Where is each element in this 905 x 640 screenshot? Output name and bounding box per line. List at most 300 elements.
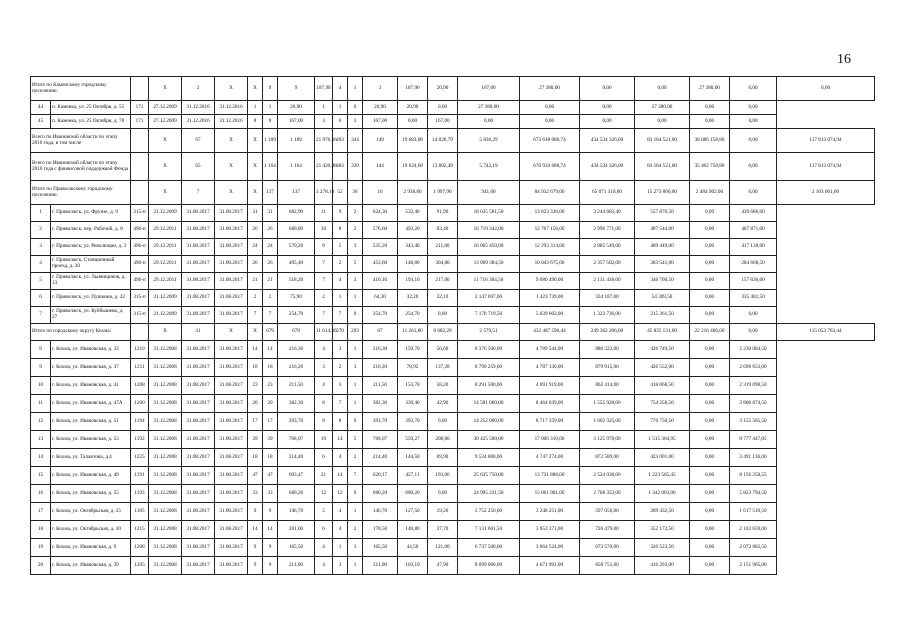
table-cell: 58,20 [428, 377, 458, 395]
table-cell: 3 125 978,00 [580, 431, 635, 449]
table-cell: 54 369,50 [635, 290, 690, 307]
table-cell: 146,70 [278, 503, 315, 521]
table-cell: 33 [263, 485, 278, 503]
table-cell: 31.12.2008 [149, 395, 182, 413]
table-cell: 31.08.2017 [182, 377, 215, 395]
table-cell: 187,90 [398, 77, 428, 101]
table-cell: 31.12.2008 [149, 413, 182, 431]
table-cell: 16 [31, 485, 51, 503]
table-cell: 315-п [131, 307, 149, 324]
table-cell: 7 [348, 467, 363, 485]
table-cell: 1 223 565,45 [635, 467, 690, 485]
table-cell: 17 [248, 413, 263, 431]
table-cell: 5 [348, 256, 363, 273]
table-cell: 8 [333, 413, 348, 431]
table-cell: 8 717 359,00 [520, 413, 580, 431]
table-cell: 858 751,00 [580, 557, 635, 575]
table-cell: 13 [31, 431, 51, 449]
table-cell: 383 541,00 [635, 256, 690, 273]
table-cell: 31.12.2008 [149, 431, 182, 449]
table-cell: 10 043 675,00 [520, 256, 580, 273]
table-cell: 26 [263, 256, 278, 273]
table-cell: 9 [278, 77, 315, 101]
table-cell: г. Кохма, ул. Октябрьская, д. 25 [51, 503, 131, 521]
table-cell: 2 [333, 359, 348, 377]
table-cell: 67 [182, 129, 215, 153]
table-cell: г. Приволжск, Станционный проезд, д. 20 [51, 256, 131, 273]
table-cell: 187,90 [315, 77, 333, 101]
table-cell: г. Кохма, ул. Ивановская, д. 9 [51, 539, 131, 557]
table-cell: 10 [31, 377, 51, 395]
table-cell: 0,00 [730, 324, 777, 341]
table-cell: 6 737 500,00 [458, 539, 520, 557]
table-cell: 16 719 342,00 [458, 222, 520, 239]
table-cell: 1 423 739,00 [520, 290, 580, 307]
table-cell: 576,60 [363, 222, 398, 239]
table-cell: X [215, 153, 248, 181]
table-cell: г. Кохма, ул. Ивановская, д. 53 [51, 431, 131, 449]
table-cell: 18 [248, 449, 263, 467]
table-cell: 148,80 [398, 256, 428, 273]
table-cell: 117 813 074,94 [777, 129, 875, 153]
table-cell: 75,90 [278, 290, 315, 307]
table-cell: 1208 [131, 377, 149, 395]
table-cell: 423 001,00 [635, 449, 690, 467]
table-cell: 22 216 406,00 [690, 324, 730, 341]
table-cell: 0,00 [428, 485, 458, 503]
table-cell: 0,00 [690, 239, 730, 256]
table-cell: 9 080 490,00 [520, 273, 580, 290]
table-cell [131, 181, 149, 205]
table-cell: 13 069 384,50 [458, 256, 520, 273]
table-cell: 1225 [131, 449, 149, 467]
table-cell: 8 [263, 115, 278, 129]
table-cell: 11 614,30 [315, 324, 333, 341]
total-row [31, 324, 875, 341]
table-cell: 13 882,49 [428, 153, 458, 181]
table-cell: 0,00 [690, 413, 730, 431]
table-cell: 416 293,00 [635, 557, 690, 575]
table-row [31, 101, 875, 115]
table-cell: 33 [248, 485, 263, 503]
table-cell: 2 [263, 290, 278, 307]
table-cell: 3 155 565,50 [730, 413, 777, 431]
table-cell: 0,00 [690, 485, 730, 503]
table-cell: 167,00 [458, 77, 520, 101]
table-cell: 3 244 683,40 [580, 205, 635, 222]
table-cell: 12 [333, 485, 348, 503]
table-cell: 31.08.2017 [182, 521, 215, 539]
table-cell: 193,06 [428, 467, 458, 485]
table-cell: 18 [31, 521, 51, 539]
table-cell: 1 [333, 290, 348, 307]
table-cell: 24 [248, 239, 263, 256]
table-cell: 0,00 [730, 115, 777, 129]
table-cell: 315-п [131, 290, 149, 307]
table-cell: 27.12.2009 [149, 101, 182, 115]
table-cell: 216,30 [363, 341, 398, 359]
table-cell: 0,00 [428, 413, 458, 431]
table-cell: 417 138,00 [730, 239, 777, 256]
table-cell: 4 [333, 449, 348, 467]
table-cell: 1 [348, 395, 363, 413]
table-cell: 19,20 [428, 503, 458, 521]
table-cell: 201,00 [278, 521, 315, 539]
table-cell: 3 [333, 341, 348, 359]
table-cell: 249 362 206,00 [580, 324, 635, 341]
table-cell: 8 682,29 [428, 324, 458, 341]
table-cell: 879 915,00 [580, 359, 635, 377]
total-title-cell: Всего по Ивановской области по этапу 2016 года, в том числе [31, 129, 131, 153]
table-cell: 1 189 [263, 129, 278, 153]
table-cell: 880 322,00 [580, 341, 635, 359]
table-cell: 31.08.2017 [215, 467, 248, 485]
table-cell: X [215, 77, 248, 101]
table-cell: 27.12.2009 [149, 115, 182, 129]
table-cell: 31.12.2008 [149, 521, 182, 539]
table-cell: 426 749,50 [635, 341, 690, 359]
table-cell: 7 178 719,50 [458, 307, 520, 324]
table-cell: 31.08.2017 [182, 431, 215, 449]
table-cell: 45 835 131,00 [635, 324, 690, 341]
table-cell: X [248, 324, 263, 341]
table-cell: X [248, 181, 263, 205]
table-cell: 0,00 [635, 115, 690, 129]
table-cell: 315-п [131, 205, 149, 222]
table-cell: 47 [263, 467, 278, 485]
table-cell: г. Кохма, ул. Октябрьская, д. 30 [51, 521, 131, 539]
table-cell: 214,40 [363, 449, 398, 467]
table-cell: 44,50 [398, 539, 428, 557]
table-cell: X [215, 324, 248, 341]
table-cell: 217,00 [428, 273, 458, 290]
table-cell: 7 [315, 256, 333, 273]
total-title-cell: Итого по городскому округу Кохма: [31, 324, 131, 341]
table-cell: 0,00 [690, 205, 730, 222]
table-cell: 1 [315, 101, 333, 115]
table-cell: 117 813 074,94 [777, 153, 875, 181]
table-cell: 137 [278, 181, 315, 205]
table-cell: 1 [348, 557, 363, 575]
table-cell: 2 [248, 290, 263, 307]
table-cell: 17 006 310,00 [520, 431, 580, 449]
table-cell: г. Кохма, ул. Ивановская, д. 37 [51, 359, 131, 377]
table-row [31, 431, 875, 449]
table-cell: 144 [363, 153, 398, 181]
table-cell: 12 767 156,00 [520, 222, 580, 239]
table-cell: 31.08.2017 [215, 449, 248, 467]
table-cell: 31.08.2017 [182, 413, 215, 431]
table-row [31, 239, 875, 256]
table-cell: 31.08.2017 [215, 359, 248, 377]
table-cell: 4 787 130,00 [520, 359, 580, 377]
table-cell: 140,80 [398, 521, 428, 539]
table-cell: 153,70 [398, 377, 428, 395]
table-cell: 6 [315, 521, 333, 539]
table-cell: 1 [333, 539, 348, 557]
table-cell: 7 [315, 307, 333, 324]
table-cell: 193,10 [398, 273, 428, 290]
table-cell: 496-п [131, 239, 149, 256]
table-cell: 4 [333, 77, 348, 101]
table-cell: 1 323 736,00 [580, 307, 635, 324]
table-cell: 26 [248, 222, 263, 239]
table-cell: 1208 [131, 539, 149, 557]
total-row [31, 153, 875, 181]
table-cell: 535,20 [363, 239, 398, 256]
table-cell: 31.08.2017 [215, 503, 248, 521]
table-cell: 29.12.2011 [149, 256, 182, 273]
table-cell: 673 570,00 [580, 539, 635, 557]
table-cell: 8 464 039,00 [520, 395, 580, 413]
table-cell: 216,20 [278, 359, 315, 377]
table-cell: 0,00 [580, 115, 635, 129]
table-cell: 44 [31, 101, 51, 115]
table-cell: 2 996 771,00 [580, 222, 635, 239]
table-cell: 19 683,08 [398, 129, 428, 153]
table-cell: 9 [248, 539, 263, 557]
table-cell: 2 484 902,00 [690, 181, 730, 205]
table-cell: 5 [315, 503, 333, 521]
table-cell: 2 [182, 77, 215, 101]
table-cell: 862 414,00 [580, 377, 635, 395]
table-cell: 211,50 [278, 377, 315, 395]
table-cell: 31.08.2017 [182, 341, 215, 359]
table-cell: 31.08.2017 [182, 485, 215, 503]
table-cell: 31.08.2017 [215, 395, 248, 413]
table-row [31, 449, 875, 467]
table-cell: 21 976,66 [315, 129, 333, 153]
table-cell: 14 [333, 431, 348, 449]
table-cell: 31.08.2017 [182, 539, 215, 557]
table-cell: 211,50 [363, 377, 398, 395]
total-title-cell: Всего по Ивановской области по этапу 2016 года с финансовой поддержкой Фонда [31, 153, 131, 181]
table-cell: 0 [348, 101, 363, 115]
table-cell: 0,00 [777, 77, 875, 101]
table-cell: 8 [248, 115, 263, 129]
table-cell: 31.08.2017 [215, 239, 248, 256]
table-cell: 127,50 [398, 503, 428, 521]
table-cell: 14 [263, 521, 278, 539]
table-cell: 2 579,51 [458, 324, 520, 341]
table-cell: 352 172,50 [635, 521, 690, 539]
table-cell: 776 750,50 [635, 413, 690, 431]
table-cell: 19 [315, 431, 333, 449]
table-cell: 1 [31, 205, 51, 222]
table-cell: 0,00 [730, 181, 777, 205]
table-cell [131, 153, 149, 181]
table-cell: 10 [315, 222, 333, 239]
table-cell: 21 [248, 273, 263, 290]
table-cell: 2 230 084,50 [730, 341, 777, 359]
table-cell: 11 [31, 395, 51, 413]
table-cell: 2 768 353,00 [580, 485, 635, 503]
table-row [31, 377, 875, 395]
housing-program-table-container [30, 76, 875, 575]
table-cell: 64,30 [363, 290, 398, 307]
table-cell [131, 129, 149, 153]
table-cell: 8 [315, 239, 333, 256]
table-cell: 2 [315, 290, 333, 307]
table-cell: 14 [333, 467, 348, 485]
table-cell: 4 [333, 273, 348, 290]
table-cell: 39 [248, 431, 263, 449]
table-cell: 167,00 [428, 115, 458, 129]
table-cell: 31.08.2017 [182, 239, 215, 256]
table-cell: 2 131 418,00 [580, 273, 635, 290]
table-cell: 7 [333, 395, 348, 413]
table-cell: 29.12.2011 [149, 273, 182, 290]
table-cell: 27 380,00 [635, 101, 690, 115]
table-cell: 91,90 [428, 205, 458, 222]
table-cell: 13 731 888,00 [520, 467, 580, 485]
table-cell: 5 823 794,50 [730, 485, 777, 503]
table-cell: 167,00 [278, 115, 315, 129]
table-cell: 83 184 521,00 [635, 129, 690, 153]
table-cell: 3 [333, 377, 348, 395]
table-cell: 0,00 [690, 359, 730, 377]
table-cell: 0,00 [690, 431, 730, 449]
table-cell: 15 273 866,00 [635, 181, 690, 205]
table-cell: 19 [31, 539, 51, 557]
table-row [31, 256, 875, 273]
table-row [31, 205, 875, 222]
table-cell: 496-п [131, 222, 149, 239]
table-cell: 171 [131, 101, 149, 115]
table-cell: 680,20 [363, 485, 398, 503]
table-cell: 215 361,50 [635, 307, 690, 324]
table-cell: 8 099 000,00 [458, 557, 520, 575]
table-cell: 214,40 [278, 449, 315, 467]
table-cell: 31 [182, 324, 215, 341]
table-cell: 559,27 [398, 431, 428, 449]
table-cell: 31.08.2017 [215, 256, 248, 273]
table-cell: 0,00 [690, 395, 730, 413]
table-cell: 1191 [131, 467, 149, 485]
table-cell: 0,00 [428, 307, 458, 324]
table-cell: 20,90 [428, 77, 458, 101]
table-cell: 2 [348, 205, 363, 222]
table-cell: 83,40 [428, 222, 458, 239]
table-cell: 31.08.2017 [215, 413, 248, 431]
table-cell: г. Приволжск, ул. Куйбышева, д. 27 [51, 307, 131, 324]
table-cell: 31.08.2017 [182, 307, 215, 324]
table-cell: 165,50 [278, 539, 315, 557]
table-cell: 31.08.2017 [215, 273, 248, 290]
table-cell: 7 [31, 307, 51, 324]
table-cell: 26 [248, 256, 263, 273]
table-cell: 0,00 [690, 307, 730, 324]
table-cell: X [248, 129, 263, 153]
table-cell: 31.08.2017 [215, 205, 248, 222]
table-cell: 5 836,29 [458, 129, 520, 153]
table-cell: 20,90 [363, 101, 398, 115]
table-cell: 1 555 928,00 [580, 395, 635, 413]
table-cell: 31.12.2009 [149, 205, 182, 222]
table-cell: 670 934 680,74 [520, 153, 580, 181]
table-cell: 78,92 [398, 359, 428, 377]
table-cell: 8 376 500,00 [458, 341, 520, 359]
table-cell: 0,00 [730, 153, 777, 181]
total-row [31, 77, 875, 101]
table-cell: 31.08.2017 [215, 307, 248, 324]
table-cell: 47 [248, 467, 263, 485]
table-cell: 26 [263, 222, 278, 239]
table-cell: 2 151 965,00 [730, 557, 777, 575]
table-cell: 137 [263, 181, 278, 205]
table-cell: 203 [348, 324, 363, 341]
housing-program-table [30, 76, 875, 575]
table-row [31, 521, 875, 539]
table-cell: 20 [31, 557, 51, 575]
table-cell: 83 184 521,00 [635, 153, 690, 181]
table-cell: 31.12.2008 [149, 503, 182, 521]
table-cell: 570,20 [278, 239, 315, 256]
table-cell: 1 189 [278, 129, 315, 153]
table-cell: 434 534 326,00 [580, 153, 635, 181]
table-cell: 12 293 314,00 [520, 239, 580, 256]
table-cell: 270 [333, 324, 348, 341]
table-body [31, 77, 875, 575]
table-cell: 0,00 [690, 290, 730, 307]
table-cell: 211,00 [278, 557, 315, 575]
table-cell: 27 380,00 [520, 77, 580, 101]
table-cell: г. Кохма, ул. Ивановская, д. 41 [51, 377, 131, 395]
table-cell: 289 432,50 [635, 503, 690, 521]
table-cell: 418 068,50 [635, 377, 690, 395]
table-cell: 8 790 259,00 [458, 359, 520, 377]
table-cell: 32,10 [428, 290, 458, 307]
table-row [31, 341, 875, 359]
table-cell: 4 747 274,00 [520, 449, 580, 467]
table-cell: 31.08.2017 [215, 341, 248, 359]
table-cell: 31.08.2017 [182, 359, 215, 377]
table-cell: 14 [31, 449, 51, 467]
table-cell: 467 871,00 [730, 222, 777, 239]
table-cell: 495,40 [278, 256, 315, 273]
table-cell: 35 402 758,80 [690, 153, 730, 181]
table-cell: 343,40 [398, 239, 428, 256]
table-cell: 25 635 750,00 [458, 467, 520, 485]
table-cell: 680,80 [278, 222, 315, 239]
table-cell: 14 [263, 341, 278, 359]
table-cell: 29.12.2011 [149, 239, 182, 256]
table-cell: 0,00 [690, 539, 730, 557]
table-cell: 23 [248, 377, 263, 395]
table-cell: 0,00 [690, 273, 730, 290]
table-cell: 0,00 [398, 115, 428, 129]
table-cell: 157 836,00 [730, 273, 777, 290]
table-cell: 31.08.2017 [182, 449, 215, 467]
table-cell: 487 544,00 [635, 222, 690, 239]
table-cell: 24 995 231,50 [458, 485, 520, 503]
table-row [31, 485, 875, 503]
table-cell: 3 491 136,00 [730, 449, 777, 467]
table-cell: X [149, 324, 182, 341]
table-cell: 2 [31, 222, 51, 239]
table-cell: 31.08.2017 [182, 222, 215, 239]
table-cell: 493 [333, 129, 348, 153]
table-cell: 14 026,79 [428, 129, 458, 153]
table-cell: 121,00 [428, 539, 458, 557]
page-number: 16 [837, 52, 851, 67]
table-cell: 1 [333, 101, 348, 115]
table-cell: 31.12.2008 [149, 449, 182, 467]
table-cell: 18 [248, 359, 263, 377]
table-cell: 3 [315, 359, 333, 377]
table-cell: 31.08.2017 [182, 256, 215, 273]
table-cell: 144,50 [398, 449, 428, 467]
